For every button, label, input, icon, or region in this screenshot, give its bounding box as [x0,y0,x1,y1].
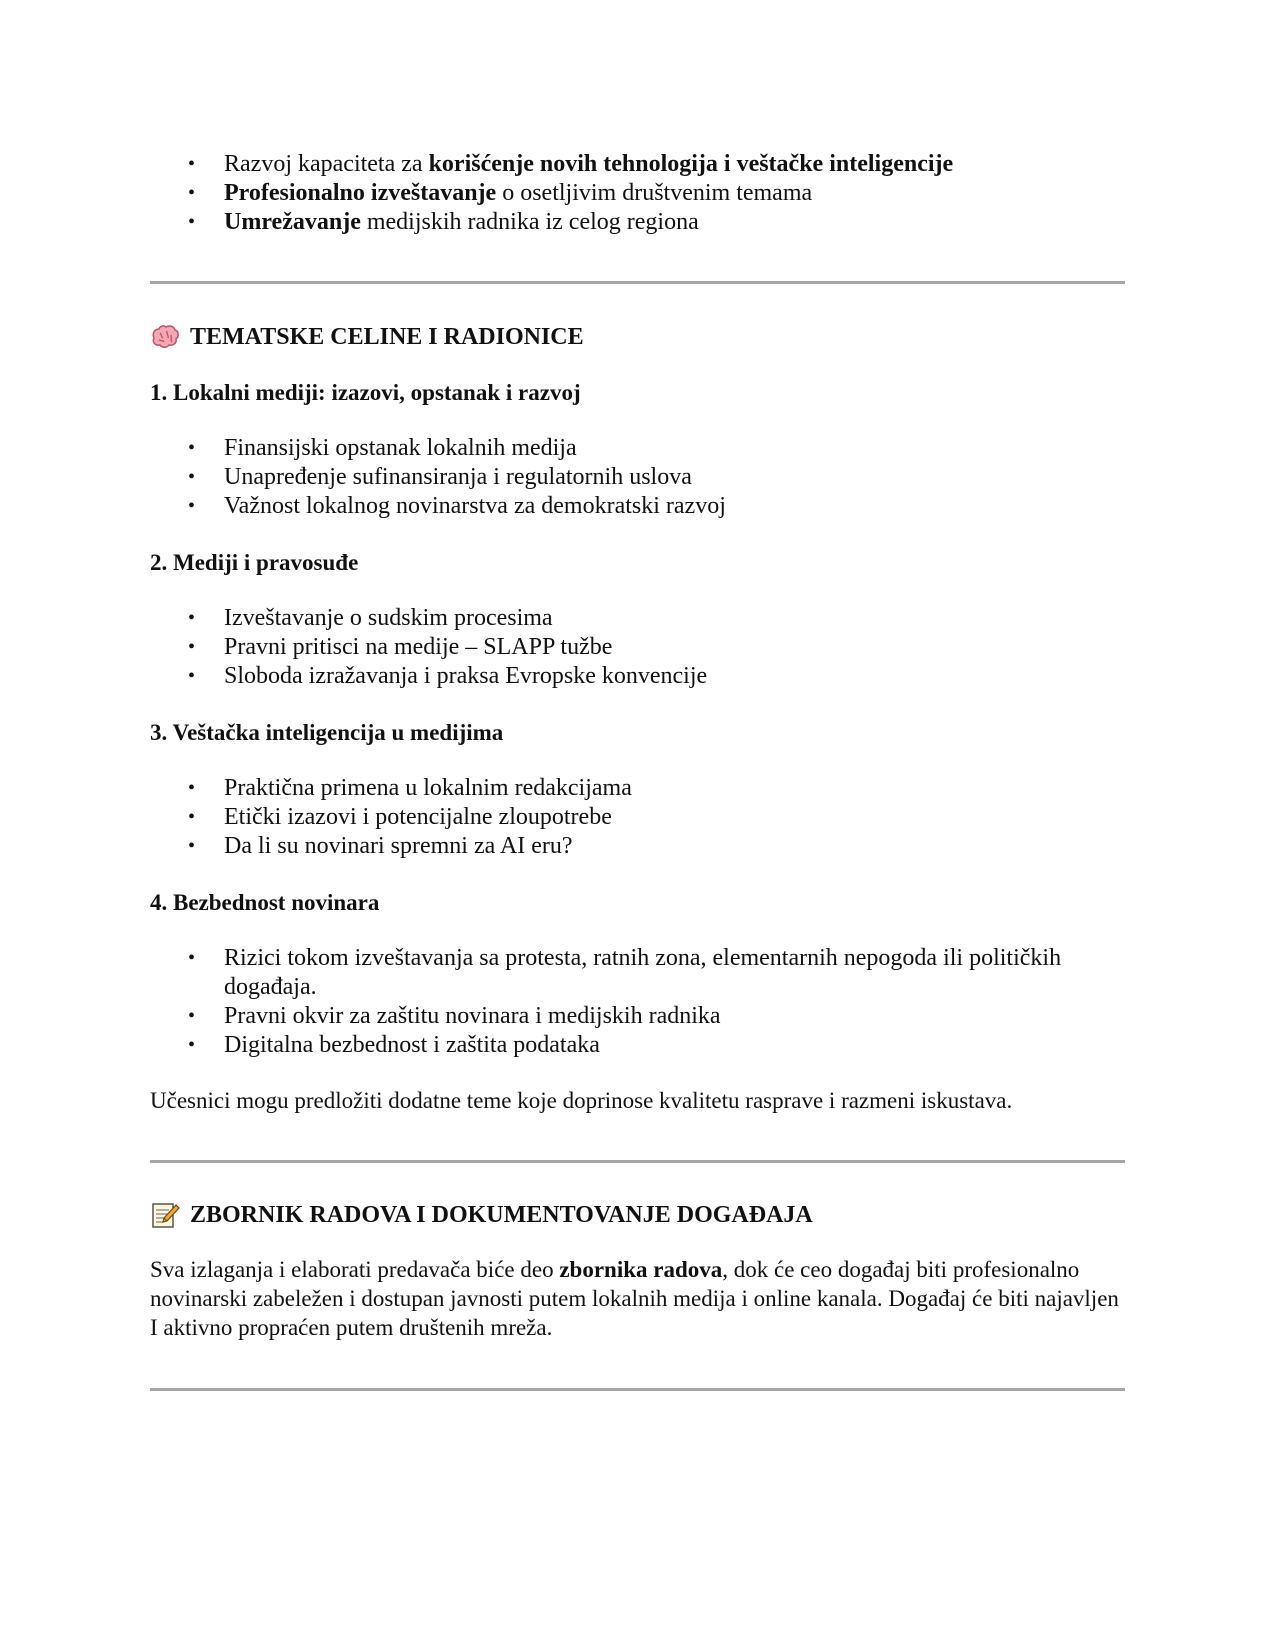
list-item: • Pravni okvir za zaštitu novinara i medijskih radnika [224,1002,1125,1031]
list-item: • Praktična primena u lokalnim redakcijama [224,774,1125,803]
brain-icon [150,322,180,352]
list-item: • Važnost lokalnog novinarstva za demokratski razvoj [224,492,1125,521]
horizontal-rule [150,1388,1125,1391]
list-item: • Umrežavanje medijskih radnika iz celog regiona [224,208,1125,237]
subsection-title: 2. Mediji i pravosuđe [150,550,359,575]
list-item: • Sloboda izražavanja i praksa Evropske konvencije [224,662,1125,691]
horizontal-rule [150,1160,1125,1163]
bullet-list [150,604,1125,691]
bullet-list [150,434,1125,521]
list-item: • Da li su novinari spremni za AI eru? [224,832,1125,861]
section-heading-themes: TEMATSKE CELINE I RADIONICE [150,321,1125,353]
list-item: • Unapređenje sufinansiranja i regulatornih uslova [224,463,1125,492]
list-item: • Rizici tokom izveštavanja sa protesta, ratnih zona, elementarnih nepogoda ili političkih događaja. [224,944,1125,1002]
subsection-title: 4. Bezbednost novinara [150,890,380,915]
list-item: • Etički izazovi i potencijalne zloupotrebe [224,803,1125,832]
proceedings-paragraph: Sva izlaganja i elaborati predavača biće deo zbornika radova, dok će ceo događaj biti profesionalno novinarski zabeležen i dostupan javnosti putem lokalnih medija i online kanala. Događaj će biti najavljen I aktivno propraćen putem društenih mreža. [150,1257,1119,1340]
section-heading-proceedings: ZBORNIK RADOVA I DOKUMENTOVANJE DOGAĐAJA [150,1199,1125,1231]
list-item: • Profesionalno izveštavanje o osetljivim društvenim temama [224,179,1125,208]
subsection-title: 1. Lokalni mediji: izazovi, opstanak i razvoj [150,380,581,405]
list-item: • Digitalna bezbednost i zaštita podataka [224,1031,1125,1060]
horizontal-rule [150,281,1125,284]
list-item: • Finansijski opstanak lokalnih medija [224,434,1125,463]
bullet-list [150,774,1125,861]
intro-bullet-list [150,150,1125,237]
list-item: • Pravni pritisci na medije – SLAPP tužbe [224,633,1125,662]
list-item: • Razvoj kapaciteta za korišćenje novih tehnologija i veštačke inteligencije [224,150,1125,179]
subsection-title: 3. Veštačka inteligencija u medijima [150,720,504,745]
page-content [150,150,1125,1391]
bullet-list [150,944,1125,1060]
list-item: • Izveštavanje o sudskim procesima [224,604,1125,633]
memo-icon [150,1200,180,1230]
themes-note: Učesnici mogu predložiti dodatne teme koje doprinose kvalitetu rasprave i razmeni iskustava. [150,1088,1013,1113]
